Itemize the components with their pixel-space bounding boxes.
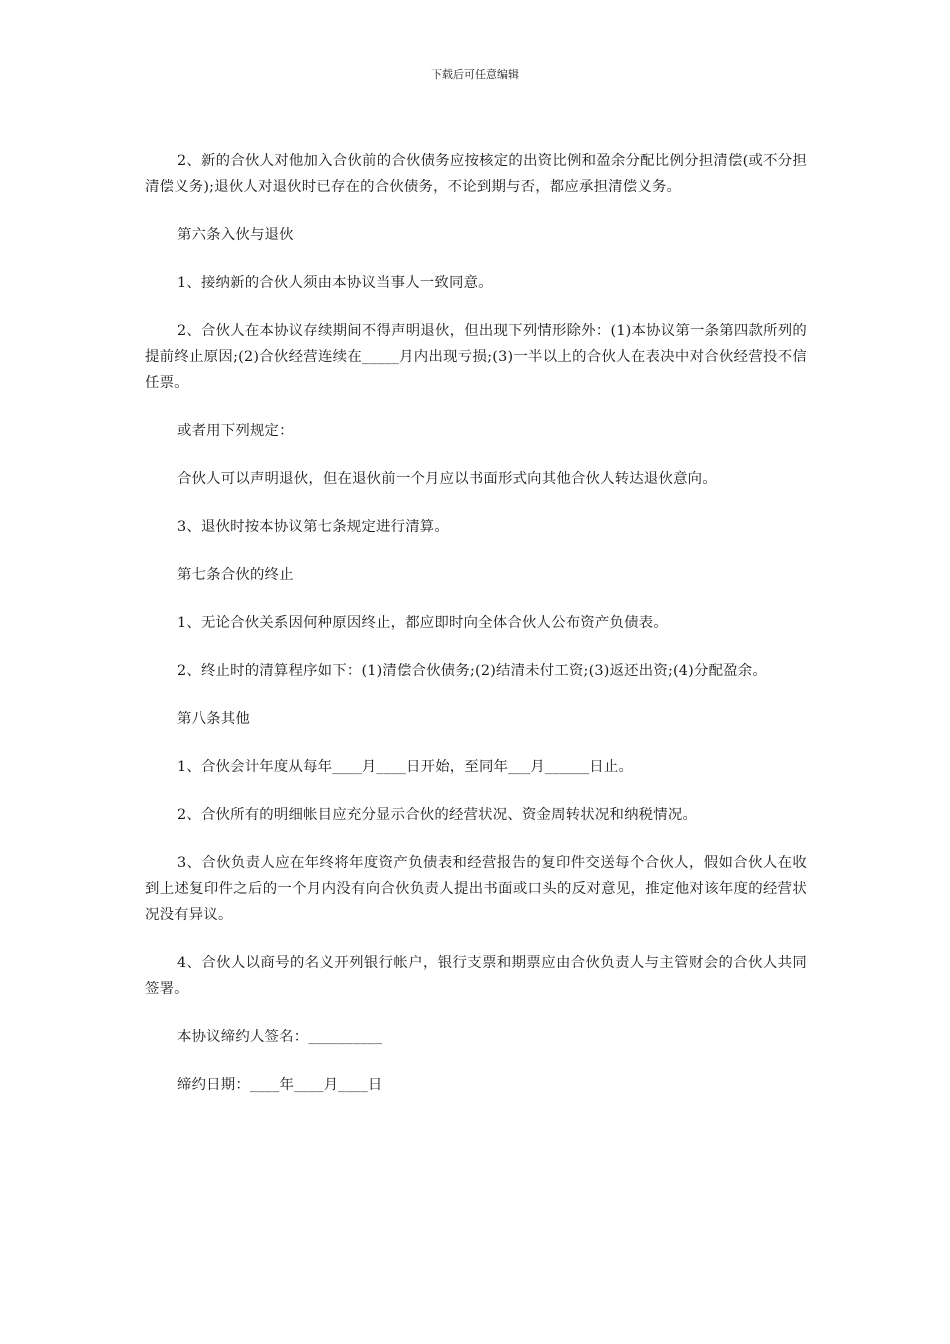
- section-heading-article-8: 第八条其他: [177, 711, 250, 727]
- paragraph-liquidation-procedure: 2、终止时的清算程序如下：(1)清偿合伙债务;(2)结清未付工资;(3)返还出资;(4)分配盈余。: [177, 663, 767, 679]
- signing-date-line: 缔约日期：____年____月____日: [177, 1077, 383, 1093]
- paragraph-admission-consent: 1、接纳新的合伙人须由本协议当事人一致同意。: [177, 275, 493, 291]
- signature-line: 本协议缔约人签名：__________: [177, 1029, 383, 1045]
- paragraph-fiscal-year: 1、合伙会计年度从每年____月____日开始，至同年___月______日止。: [177, 759, 634, 775]
- paragraph-balance-sheet: 1、无论合伙关系因何种原因终止，都应即时向全体合伙人公布资产负债表。: [177, 615, 668, 631]
- paragraph-withdrawal-notice: 合伙人可以声明退伙，但在退伙前一个月应以书面形式向其他合伙人转达退伙意向。: [177, 471, 717, 487]
- document-body: [145, 148, 807, 1120]
- paragraph-withdrawal-conditions: 2、合伙人在本协议存续期间不得声明退伙，但出现下列情形除外：(1)本协议第一条第四款所列的提前终止原因;(2)合伙经营连续在_____月内出现亏损;(3)一半以上的合伙人在表决中对合伙经营投不信任票。: [145, 323, 807, 391]
- paragraph-new-partner-debt: 2、新的合伙人对他加入合伙前的合伙债务应按核定的出资比例和盈余分配比例分担清偿(或不分担清偿义务);退伙人对退伙时已存在的合伙债务，不论到期与否，都应承担清偿义务。: [145, 153, 807, 195]
- paragraph-withdrawal-settlement: 3、退伙时按本协议第七条规定进行清算。: [177, 519, 449, 535]
- paragraph-accounts: 2、合伙所有的明细帐目应充分显示合伙的经营状况、资金周转状况和纳税情况。: [177, 807, 698, 823]
- section-heading-article-7: 第七条合伙的终止: [177, 567, 294, 583]
- paragraph-bank-account: 4、合伙人以商号的名义开列银行帐户，银行支票和期票应由合伙负责人与主管财会的合伙人共同签署。: [145, 955, 807, 997]
- paragraph-alternative-rule: 或者用下列规定：: [177, 423, 294, 439]
- paragraph-annual-report: 3、合伙负责人应在年终将年度资产负债表和经营报告的复印件交送每个合伙人，假如合伙人在收到上述复印件之后的一个月内没有向合伙负责人提出书面或口头的反对意见，推定他对该年度的经营状况没有异议。: [145, 855, 807, 923]
- page-header: 下载后可任意编辑: [431, 68, 519, 81]
- section-heading-article-6: 第六条入伙与退伙: [177, 227, 294, 243]
